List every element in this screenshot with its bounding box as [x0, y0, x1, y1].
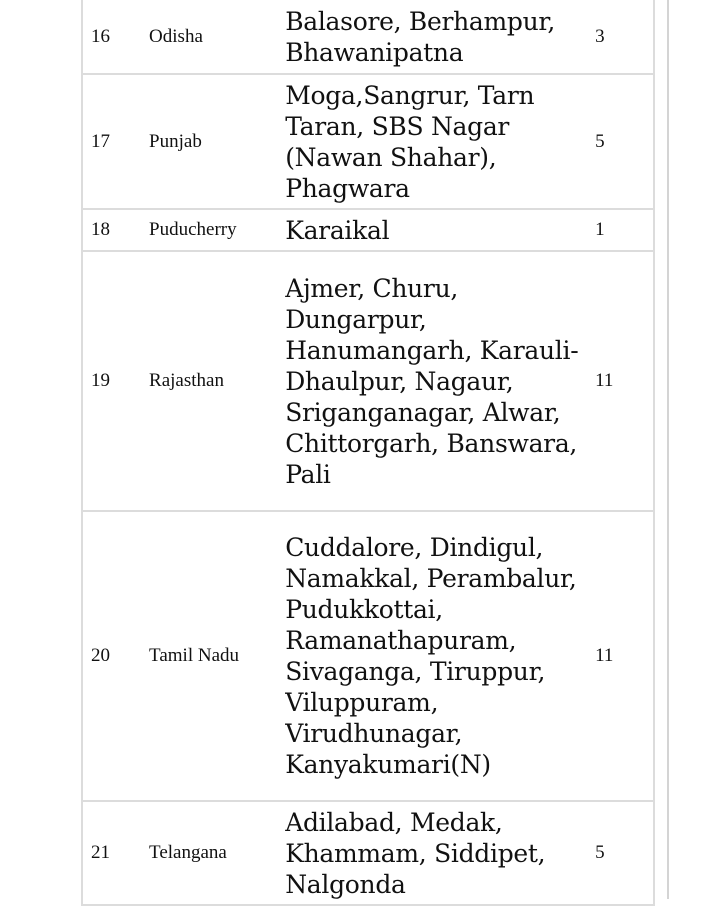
count-cell: 11	[595, 511, 654, 801]
districts-cell: Moga,Sangrur, Tarn Taran, SBS Nagar (Nawan Shahar), Phagwara	[285, 74, 595, 209]
serial-number-cell: 17	[82, 74, 149, 209]
count-cell: 5	[595, 801, 654, 905]
table-row	[82, 511, 654, 801]
state-cell: Puducherry	[149, 209, 285, 251]
serial-number-cell: 19	[82, 251, 149, 511]
serial-number-cell: 16	[82, 0, 149, 74]
districts-cell: Cuddalore, Dindigul, Namakkal, Perambalur, Pudukkottai, Ramanathapuram, Sivaganga, Tiruppur, Viluppuram, Virudhunagar, Kanyakumari(N)	[285, 511, 595, 801]
serial-number-cell: 20	[82, 511, 149, 801]
state-cell: Punjab	[149, 74, 285, 209]
state-cell: Telangana	[149, 801, 285, 905]
page-edge-divider	[667, 0, 669, 899]
count-cell: 1	[595, 209, 654, 251]
serial-number-cell: 21	[82, 801, 149, 905]
table-row	[82, 801, 654, 905]
count-cell: 5	[595, 74, 654, 209]
count-cell: 11	[595, 251, 654, 511]
districts-cell: Karaikal	[285, 209, 595, 251]
table-row	[82, 74, 654, 209]
state-cell: Odisha	[149, 0, 285, 74]
districts-cell: Adilabad, Medak, Khammam, Siddipet, Nalgonda	[285, 801, 595, 905]
serial-number-cell: 18	[82, 209, 149, 251]
state-cell: Tamil Nadu	[149, 511, 285, 801]
districts-table	[81, 0, 655, 906]
table-row	[82, 251, 654, 511]
table-row	[82, 0, 654, 74]
state-cell: Rajasthan	[149, 251, 285, 511]
count-cell: 3	[595, 0, 654, 74]
districts-cell: Balasore, Berhampur, Bhawanipatna	[285, 0, 595, 74]
districts-cell: Ajmer, Churu, Dungarpur, Hanumangarh, Karauli-Dhaulpur, Nagaur, Sriganganagar, Alwar, Chittorgarh, Banswara, Pali	[285, 251, 595, 511]
table-row	[82, 209, 654, 251]
